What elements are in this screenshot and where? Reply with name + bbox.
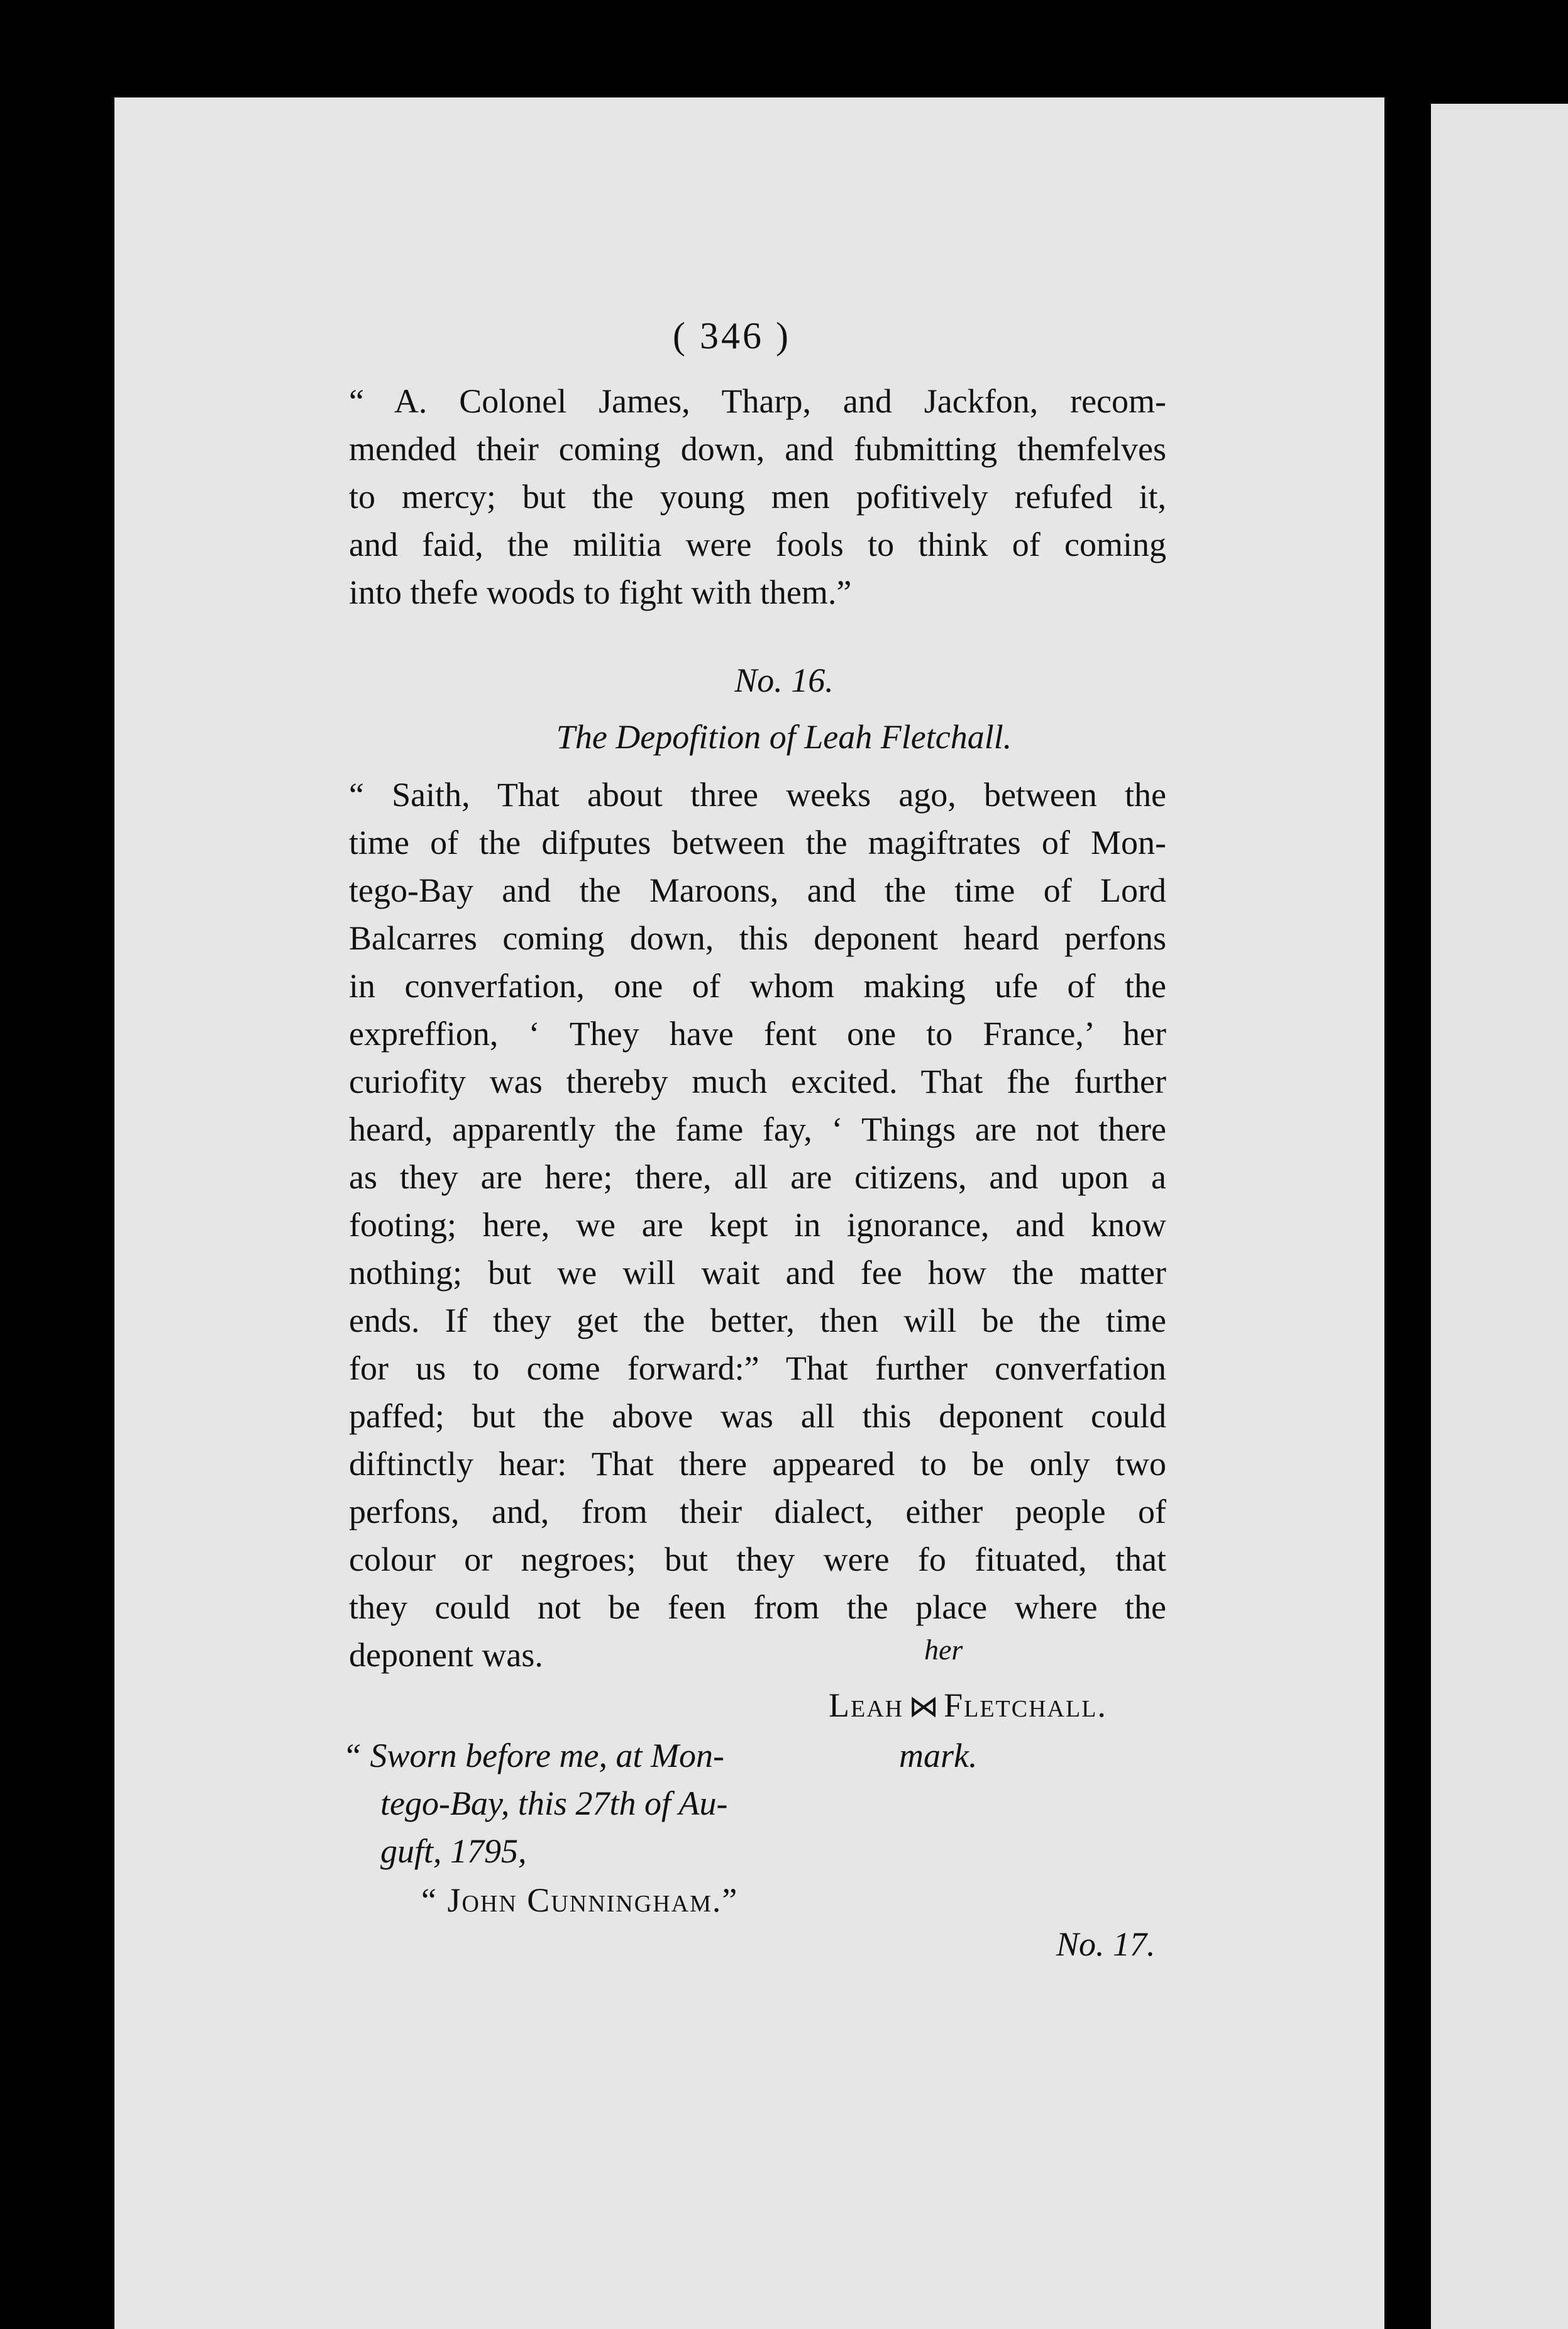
text-line: footing; here, we are kept in ignorance, and know <box>349 1206 1166 1244</box>
text-line: heard, apparently the fame fay, ‘ Things are not there <box>349 1110 1166 1148</box>
text-line: for us to come forward:” That further converfation <box>349 1349 1166 1387</box>
text-line: nothing; but we will wait and fee how the matter <box>349 1254 1166 1292</box>
signature-first-name: Leah <box>829 1686 904 1724</box>
text-line: “ Saith, That about three weeks ago, between the <box>349 776 1166 814</box>
text-line: time of the difputes between the magiftrates of Mon- <box>349 824 1166 861</box>
text-line: mended their coming down, and fubmitting themfelves <box>349 430 1166 468</box>
text-line: paffed; but the above was all this deponent could <box>349 1397 1166 1435</box>
text-line: ends. If they get the better, then will be the time <box>349 1302 1166 1339</box>
text-line: as they are here; there, all are citizens, and upon a <box>349 1158 1166 1196</box>
text-line: deponent was. <box>349 1636 543 1674</box>
text-line: they could not be feen from the place where the <box>349 1588 1166 1626</box>
text-line: perfons, and, from their dialect, either people of <box>349 1493 1166 1530</box>
text-line: colour or negroes; but they were fo fituated, that <box>349 1541 1166 1578</box>
catchword: No. 17. <box>1056 1925 1156 1963</box>
section-title: The Depofition of Leah Fletchall. <box>556 718 1012 756</box>
ink-speck <box>186 60 192 72</box>
text-line: expreffion, ‘ They have fent one to France,’ her <box>349 1015 1166 1053</box>
text-line: “ A. Colonel James, Tharp, and Jackfon, recom- <box>349 382 1166 420</box>
sworn-line: tego-Bay, this 27th of Au- <box>380 1784 728 1822</box>
text-line: Balcarres coming down, this deponent heard perfons <box>349 919 1166 957</box>
sworn-line: “ Sworn before me, at Mon- <box>343 1737 724 1774</box>
facing-page-edge <box>1431 104 1568 2329</box>
ink-speck <box>1389 1698 1393 1712</box>
text-line: curiofity was thereby much excited. That fhe further <box>349 1063 1166 1100</box>
text-line: to mercy; but the young men pofitively refufed it, <box>349 478 1166 516</box>
section-number: No. 16. <box>734 661 834 699</box>
text-line: into thefe woods to fight with them.” <box>349 573 852 611</box>
text-line: tego-Bay and the Maroons, and the time of Lord <box>349 871 1166 909</box>
signature-last-name: Fletchall. <box>944 1686 1107 1724</box>
text-line: and faid, the militia were fools to think of coming <box>349 526 1166 563</box>
signature-name <box>829 1685 1107 1727</box>
text-line: diftinctly hear: That there appeared to be only two <box>349 1445 1166 1483</box>
signature-mark-symbol: ⋈ <box>908 1690 939 1723</box>
signature-mark-label: mark. <box>899 1737 978 1774</box>
page-number: ( 346 ) <box>673 315 791 357</box>
sworn-line: guft, 1795, <box>380 1832 527 1870</box>
signature-her: her <box>924 1634 963 1666</box>
text-line: in converfation, one of whom making ufe of the <box>349 967 1166 1005</box>
sworn-magistrate: “ John Cunningham.” <box>421 1881 739 1919</box>
